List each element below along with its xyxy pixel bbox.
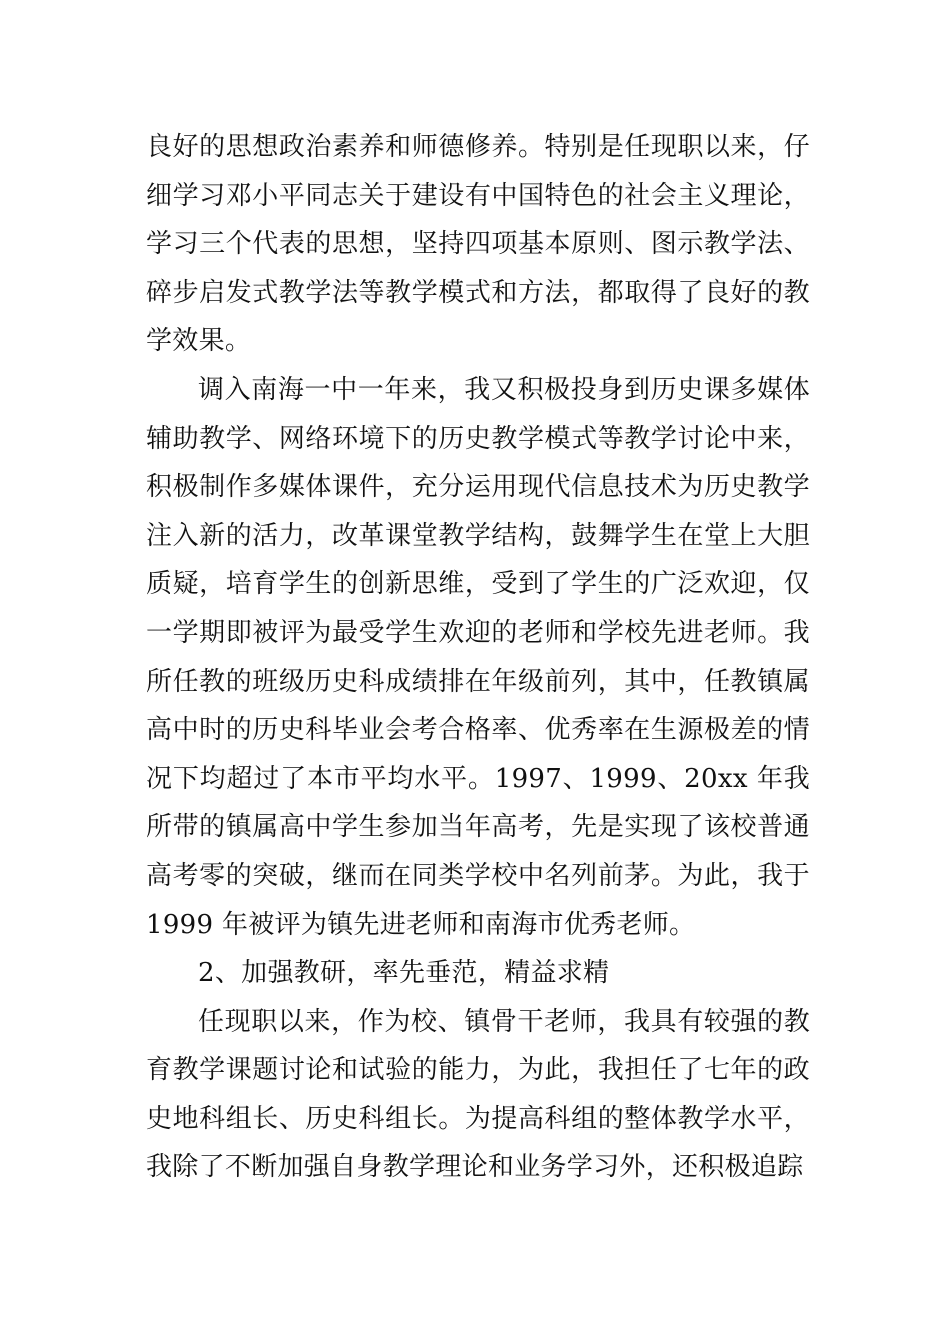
section-heading-research: 2、加强教研，率先垂范，精益求精 bbox=[198, 958, 610, 989]
paragraph-teaching-reform: 调入南海一中一年来，我又积极投身到历史课多媒体辅助教学、网络环境下的历史教学模式等教学讨论中来，积极制作多媒体课件，充分运用现代信息技术为历史教学注入新的活力，改革课堂教学结构，鼓舞学生在堂上大胆质疑，培育学生的创新思维，受到了学生的广泛欢迎，仅一学期即被评为最受学生欢迎的老师和学校先进老师。我所任教的班级历史科成绩排在年级前列，其中，任教镇属高中时的历史科毕业会考合格率、优秀率在生源极差的情况下均超过了本市平均水平。1997、1999、20xx 年我所带的镇属高中学生参加当年高考，先是实现了该校普通高考零的突破，继而在同类学校中名列前茅。为此，我于 1999 年被评为镇先进老师和南海市优秀老师。 bbox=[146, 374, 810, 940]
paragraph-research-leadership: 任现职以来，作为校、镇骨干老师，我具有较强的教育教学课题讨论和试验的能力，为此，我担任了七年的政史地科组长、历史科组长。为提高科组的整体教学水平，我除了不断加强自身教学理论和业务学习外，还积极追踪 bbox=[146, 1006, 810, 1183]
document-body bbox=[146, 123, 810, 1192]
paragraph-continued: 良好的思想政治素养和师德修养。特别是任现职以来，仔细学习邓小平同志关于建设有中国特色的社会主义理论，学习三个代表的思想，坚持四项基本原则、图示教学法、碎步启发式教学法等教学模式和方法，都取得了良好的教学效果。 bbox=[146, 132, 810, 357]
